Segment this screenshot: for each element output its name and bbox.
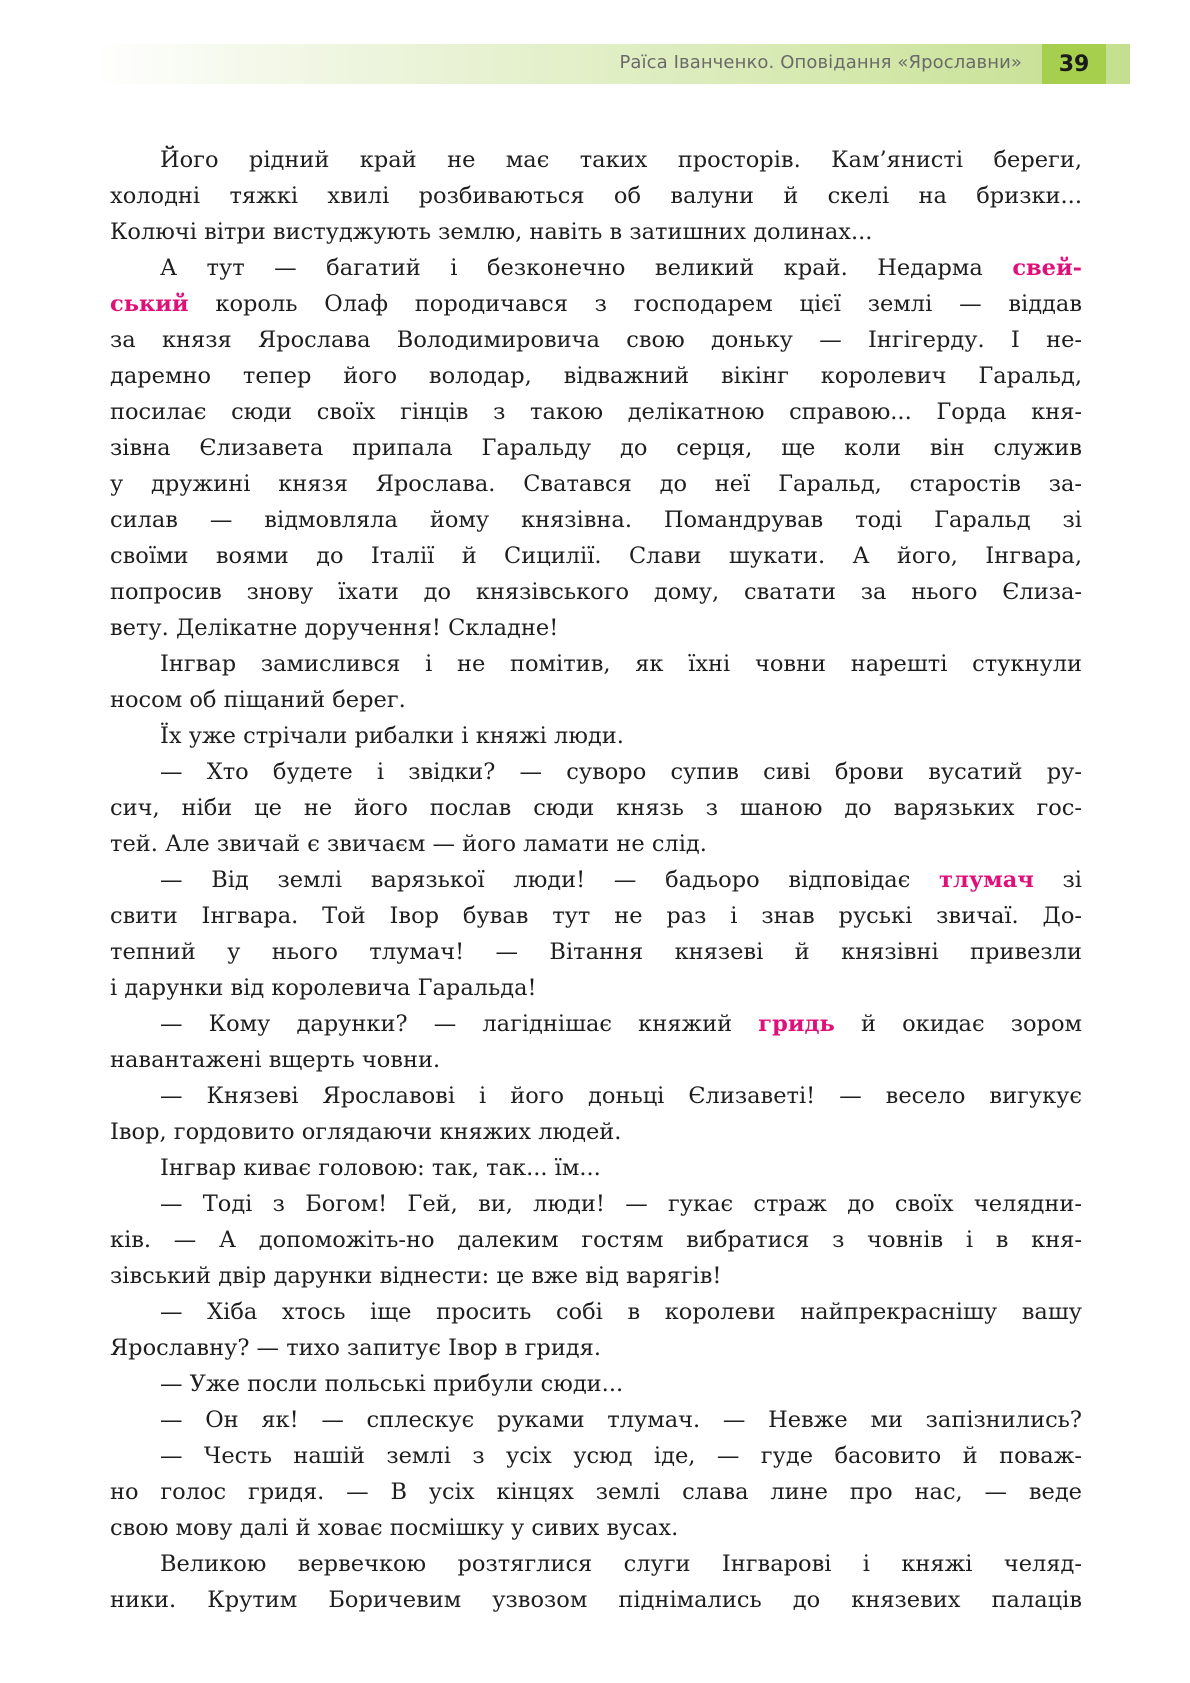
text-segment: А тут — багатий і безконечно великий край. Недарма [160,255,1013,281]
text-line [110,1078,1082,1114]
text-line [110,934,1082,970]
glossary-term: свей- [1012,255,1082,281]
text-line [110,610,1082,646]
text-segment: ків. — А допоможіть-но далеким гостям вибратися з човнів і в кня- [110,1227,1082,1253]
text-line [110,1402,1082,1438]
text-segment: Інгвар замислився і не помітив, як їхні човни нарешті стукнули [160,651,1082,677]
text-segment: сич, ніби це не його послав сюди князь з шаною до варязьких гос- [110,795,1082,821]
text-line [110,1582,1082,1618]
text-segment: навантажені вщерть човни. [110,1047,441,1073]
text-segment: свою мову далі й ховає посмішку у сивих вусах. [110,1515,679,1541]
text-segment: силав — відмовляла йому князівна. Помандрував тоді Гаральд зі [110,507,1082,533]
text-line [110,1042,1082,1078]
text-segment: зівна Єлизавета припала Гаральду до серця, ще коли він служив [110,435,1082,461]
text-segment: свити Інгвара. Той Івор бував тут не раз і знав руські звичаї. До- [110,903,1082,929]
text-segment: зі [1033,867,1082,893]
text-line [110,250,1082,286]
text-line [110,178,1082,214]
text-line [110,286,1082,322]
text-segment: — Від землі варязької люди! — бадьоро відповідає [160,867,940,893]
text-line [110,754,1082,790]
text-line [110,214,1082,250]
text-line [110,1330,1082,1366]
text-segment: своїми воями до Італії й Сицилії. Слави шукати. А його, Інгвара, [110,543,1082,569]
text-line [110,1222,1082,1258]
text-line [110,502,1082,538]
text-line [110,1114,1082,1150]
text-segment: Їх уже стрічали рибалки і княжі люди. [160,723,624,749]
text-segment: й окидає зором [834,1011,1082,1037]
text-line [110,358,1082,394]
text-line [110,790,1082,826]
text-line [110,898,1082,934]
text-line [110,430,1082,466]
text-line [110,718,1082,754]
text-line [110,1186,1082,1222]
text-line [110,538,1082,574]
text-segment: Ярославну? — тихо запитує Івор в гридя. [110,1335,602,1361]
glossary-term: ський [110,291,189,317]
text-segment: Колючі вітри вистуджують землю, навіть в затишних долинах... [110,219,873,245]
text-segment: — Князеві Ярославові і його доньці Єлизаветі! — весело вигукує [160,1083,1082,1109]
text-line [110,1258,1082,1294]
text-segment: носом об піщаний берег. [110,687,406,713]
text-segment: но голос гридя. — В усіх кінцях землі слава лине про нас, — веде [110,1479,1082,1505]
text-line [110,970,1082,1006]
text-line [110,1006,1082,1042]
text-line [110,826,1082,862]
text-segment: — Хіба хтось іще просить собі в королеви найпрекраснішу вашу [160,1299,1082,1325]
text-line [110,862,1082,898]
text-segment: — Хто будете і звідки? — суворо супив сиві брови вусатий ру- [160,759,1082,785]
text-line [110,1510,1082,1546]
text-line [110,1150,1082,1186]
text-segment: Інгвар киває головою: так, так... їм... [160,1155,601,1181]
text-segment: попросив знову їхати до князівського дому, сватати за нього Єлиза- [110,579,1082,605]
text-segment: король Олаф породичався з господарем цієї землі — віддав [188,291,1082,317]
body-text [110,142,1082,1618]
glossary-term: тлумач [939,867,1034,893]
text-line [110,142,1082,178]
text-line [110,1294,1082,1330]
text-segment: даремно тепер його володар, відважний вікінг королевич Гаральд, [110,363,1082,389]
text-segment: ники. Крутим Боричевим узвозом піднімались до князевих палаців [110,1587,1082,1613]
page-number-box [1042,44,1106,84]
text-segment: Його рідний край не має таких просторів. Кам’янисті береги, [160,147,1082,173]
text-segment: — Кому дарунки? — лагіднішає княжий [160,1011,759,1037]
text-segment: — Уже посли польські прибули сюди... [160,1371,624,1397]
text-segment: у дружині князя Ярослава. Сватався до неї Гаральд, старостів за- [110,471,1082,497]
text-line [110,466,1082,502]
text-line [110,574,1082,610]
text-line [110,1438,1082,1474]
page-number: 39 [1058,51,1090,77]
text-line [110,394,1082,430]
text-segment: і дарунки від королевича Гаральда! [110,975,537,1001]
text-line [110,1366,1082,1402]
text-segment: тей. Але звичай є звичаєм — його ламати не слід. [110,831,707,857]
glossary-term: гридь [758,1011,835,1037]
text-line [110,682,1082,718]
text-line [110,322,1082,358]
text-line [110,1474,1082,1510]
text-segment: вету. Делікатне доручення! Складне! [110,615,559,641]
text-line [110,1546,1082,1582]
text-line [110,646,1082,682]
text-segment: — Он як! — сплескує руками тлумач. — Невже ми запізнились? [160,1407,1082,1433]
text-segment: — Тоді з Богом! Гей, ви, люди! — гукає страж до своїх челядни- [160,1191,1082,1217]
text-segment: посилає сюди своїх гінців з такою делікатною справою... Горда кня- [110,399,1082,425]
text-segment: — Честь нашій землі з усіх усюд іде, — гуде басовито й поваж- [160,1443,1082,1469]
text-segment: Івор, гордовито оглядаючи княжих людей. [110,1119,622,1145]
text-segment: тепний у нього тлумач! — Вітання князеві й князівні привезли [110,939,1082,965]
text-segment: за князя Ярослава Володимировича свою доньку — Інгігерду. І не- [110,327,1082,353]
text-segment: холодні тяжкі хвилі розбиваються об валуни й скелі на бризки... [110,183,1082,209]
running-header-title: Раїса Іванченко. Оповідання «Ярославни» [619,52,1022,73]
text-segment: Великою вервечкою розтяглися слуги Інгварові і княжі челяд- [160,1551,1082,1577]
text-segment: зівський двір дарунки віднести: це вже від варягів! [110,1263,722,1289]
